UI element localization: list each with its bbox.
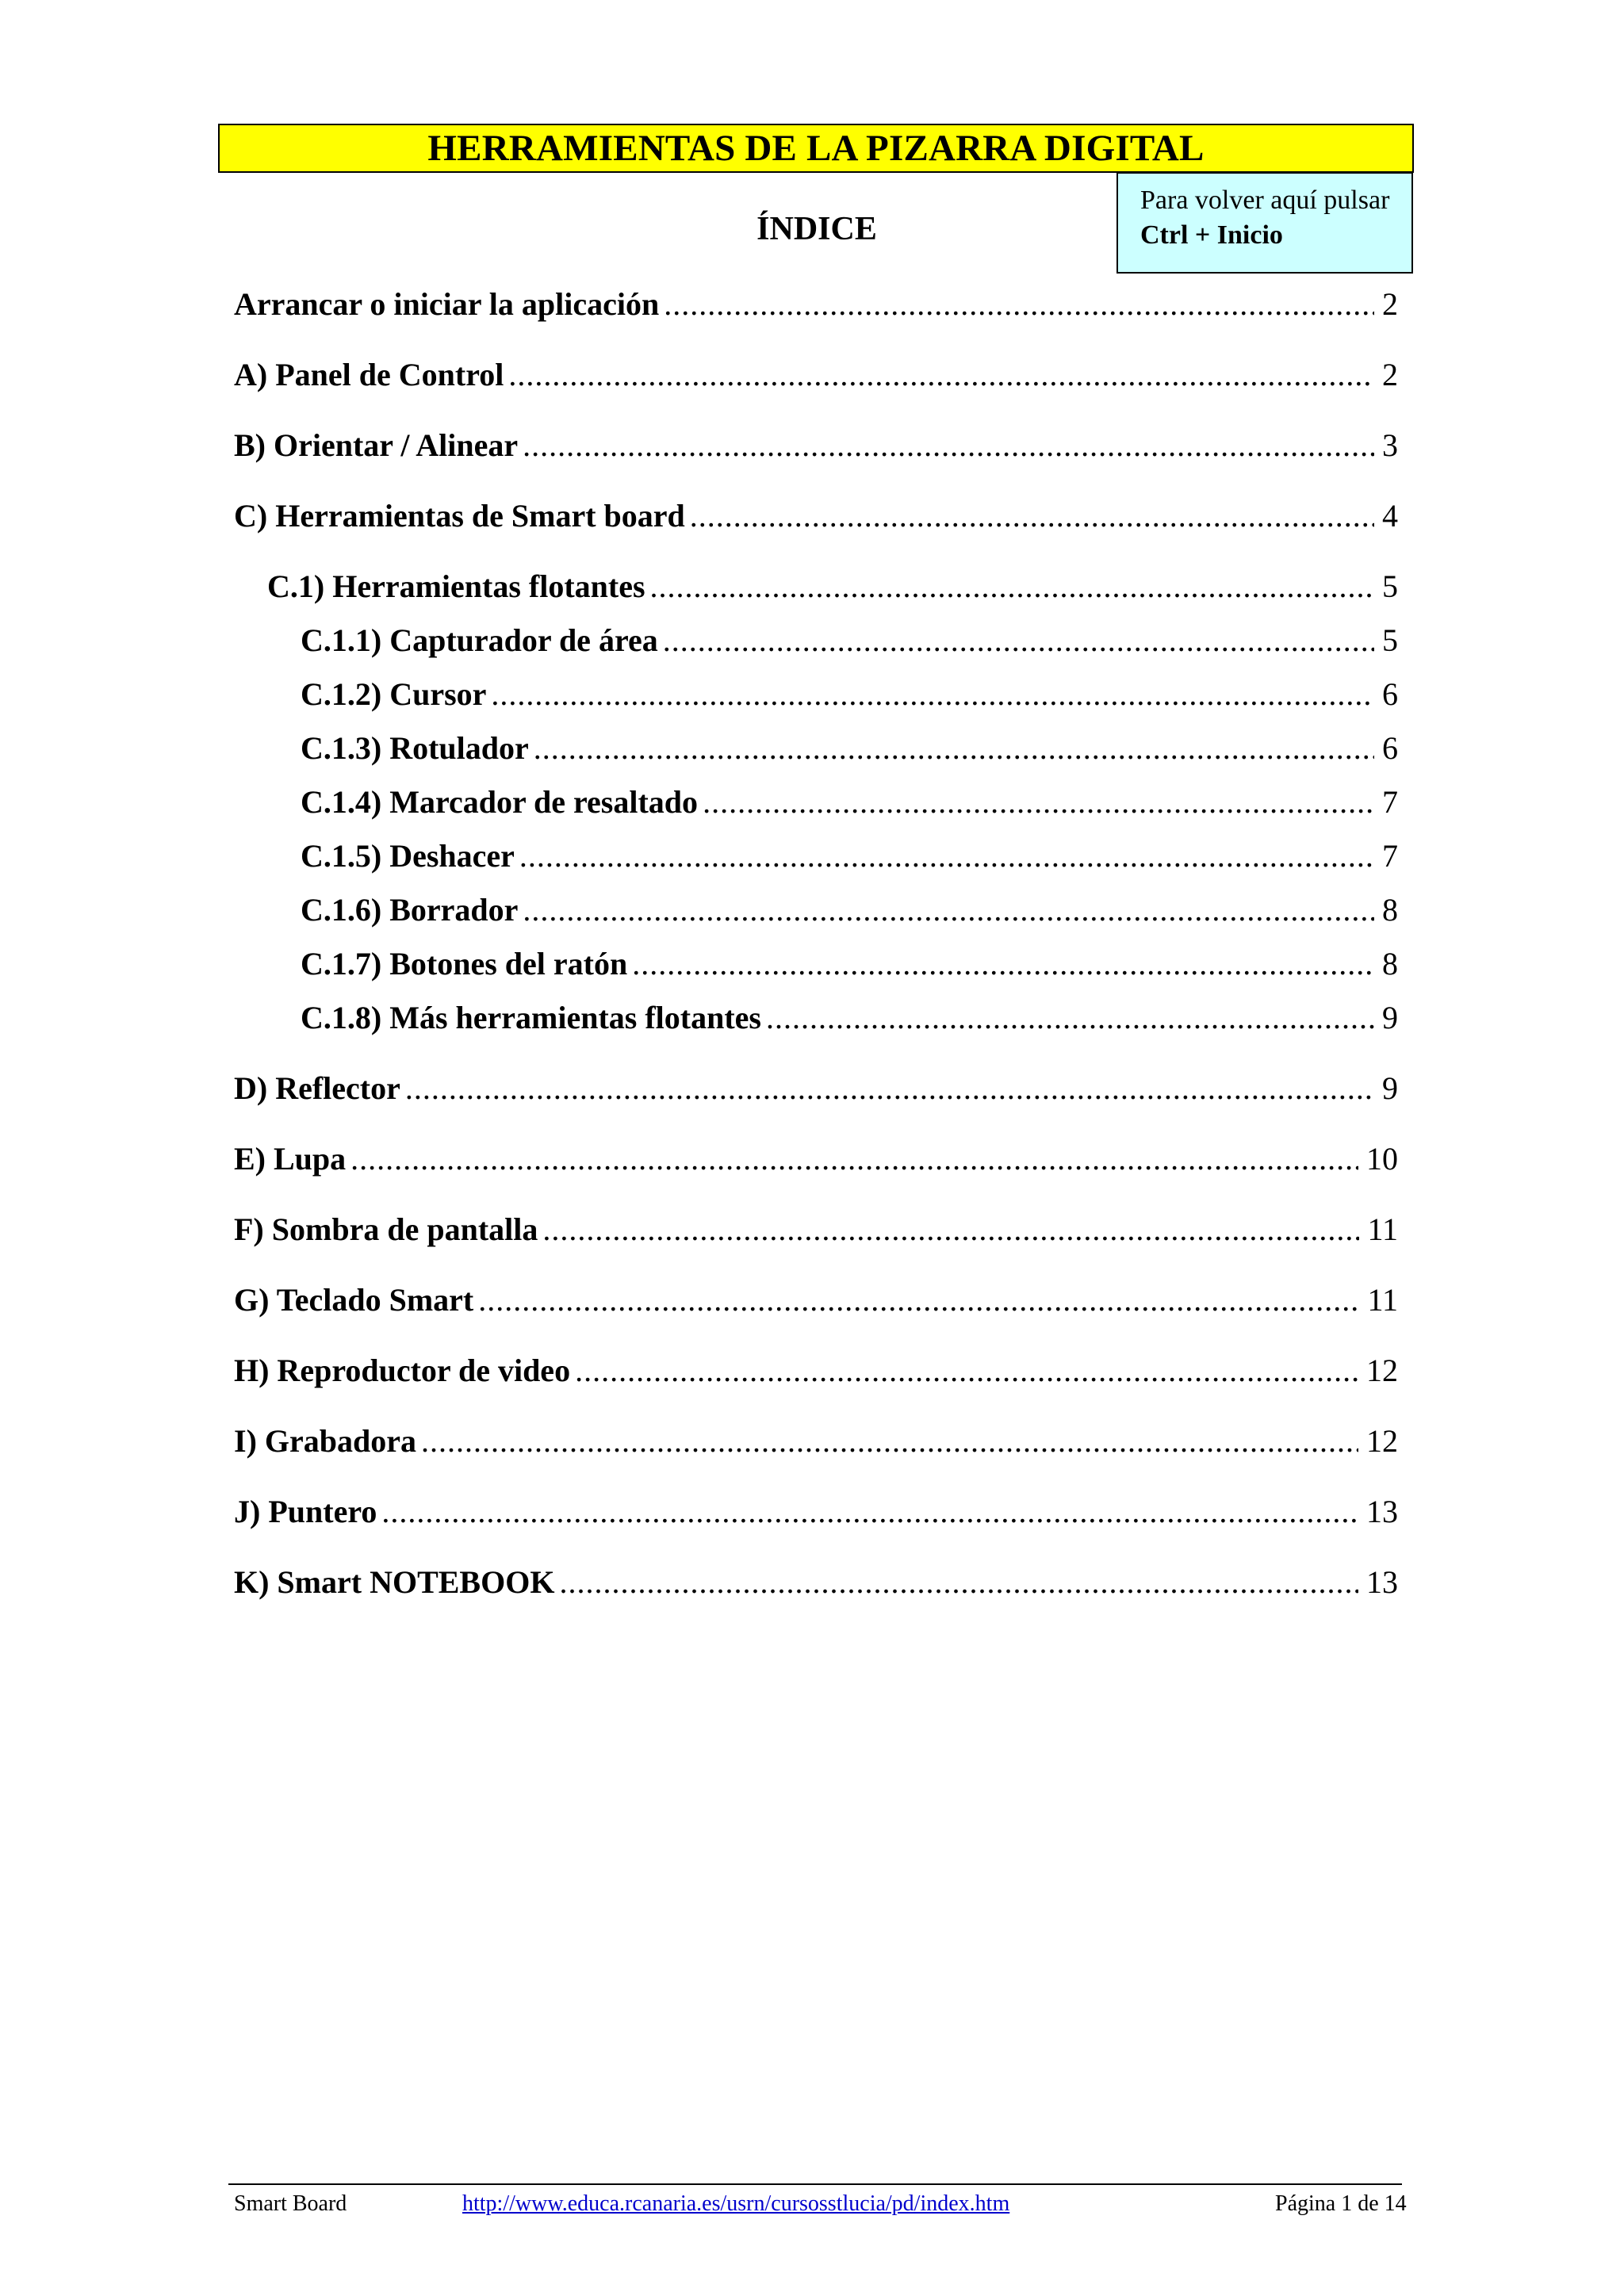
toc-entry-label: C.1.3) Rotulador [301,730,529,766]
toc-entry-label: Arrancar o iniciar la aplicación [234,286,660,322]
footer-divider [228,2183,1402,2185]
toc-dot-leader [534,729,1374,767]
toc-entry-page: 12 [1366,1353,1398,1388]
toc-dot-leader [559,1563,1358,1601]
toc-entry-label: C.1.4) Marcador de resaltado [301,784,699,820]
toc-entry-page: 9 [1382,1000,1398,1035]
toc-dot-leader [519,837,1374,874]
toc-entry-page: 4 [1382,498,1398,534]
toc-entry-label: F) Sombra de pantalla [234,1211,538,1247]
toc-dot-leader [664,285,1374,323]
toc-entry-page: 11 [1367,1211,1398,1247]
toc-dot-leader [350,1140,1358,1177]
toc-entry[interactable] [234,1070,1398,1114]
toc-entry-label: G) Teclado Smart [234,1282,474,1318]
toc-entry-page: 3 [1382,427,1398,463]
toc-dot-leader [766,999,1374,1036]
toc-entry-page: 13 [1366,1494,1398,1529]
toc-entry[interactable] [301,675,1398,720]
footer-page-number: Página 1 de 14 [1275,2191,1407,2216]
toc-entry-page: 2 [1382,286,1398,322]
toc-dot-leader [421,1422,1358,1460]
toc-entry[interactable] [234,285,1398,330]
toc-entry[interactable] [234,356,1398,400]
toc-entry-label: C.1) Herramientas flotantes [267,568,645,604]
toc-dot-leader [508,356,1374,393]
toc-entry[interactable] [301,783,1398,828]
toc-entry-label: B) Orientar / Alinear [234,427,519,463]
toc-entry-label: J) Puntero [234,1494,377,1529]
toc-entry-page: 6 [1382,730,1398,766]
toc-entry-page: 13 [1366,1564,1398,1600]
document-title-box [218,124,1414,173]
toc-entry-label: C.1.5) Deshacer [301,838,515,874]
toc-entry[interactable] [301,945,1398,989]
toc-dot-leader [650,568,1374,605]
toc-dot-leader [690,497,1374,534]
toc-entry[interactable] [234,1211,1398,1255]
toc-entry-page: 9 [1382,1070,1398,1106]
toc-entry[interactable] [234,427,1398,471]
toc-entry-page: 5 [1382,622,1398,658]
toc-dot-leader [663,622,1374,659]
toc-dot-leader [405,1070,1374,1107]
toc-entry[interactable] [234,1352,1398,1396]
toc-dot-leader [575,1352,1358,1389]
toc-dot-leader [632,945,1374,982]
toc-entry[interactable] [301,622,1398,666]
navigation-note [1116,172,1413,274]
toc-dot-leader [381,1493,1358,1530]
index-heading: ÍNDICE [756,211,877,247]
toc-dot-leader [491,675,1374,713]
toc-entry-label: A) Panel de Control [234,357,504,392]
toc-entry-label: C.1.7) Botones del ratón [301,946,628,982]
note-line-1: Para volver aquí pulsar [1140,186,1390,215]
toc-entry-page: 12 [1366,1423,1398,1459]
toc-dot-leader [542,1211,1359,1248]
toc-entry-page: 5 [1382,568,1398,604]
toc-entry-label: C.1.6) Borrador [301,892,519,928]
toc-entry-page: 11 [1367,1282,1398,1318]
toc-entry[interactable] [234,1563,1398,1608]
toc-entry-label: E) Lupa [234,1141,347,1177]
toc-entry-label: D) Reflector [234,1070,400,1106]
footer-link[interactable]: http://www.educa.rcanaria.es/usrn/cursosstlucia/pd/index.htm [462,2191,1010,2216]
toc-entry-page: 2 [1382,357,1398,392]
toc-entry[interactable] [301,891,1398,936]
toc-entry[interactable] [301,837,1398,882]
toc-entry[interactable] [234,1281,1398,1326]
toc-entry[interactable] [234,497,1398,541]
toc-entry-label: C) Herramientas de Smart board [234,498,685,534]
toc-entry-label: K) Smart NOTEBOOK [234,1564,555,1600]
note-line-2: Ctrl + Inicio [1140,220,1283,250]
toc-entry-page: 7 [1382,784,1398,820]
toc-entry-label: C.1.1) Capturador de área [301,622,658,658]
toc-entry-page: 8 [1382,946,1398,982]
toc-dot-leader [703,783,1374,821]
toc-entry-label: I) Grabadora [234,1423,416,1459]
toc-entry-page: 6 [1382,676,1398,712]
toc-entry-page: 8 [1382,892,1398,928]
document-title: HERRAMIENTAS DE LA PIZARRA DIGITAL [427,128,1205,169]
toc-entry-label: C.1.8) Más herramientas flotantes [301,1000,761,1035]
toc-entry[interactable] [234,1140,1398,1184]
footer-left-text: Smart Board [234,2191,347,2216]
toc-dot-leader [478,1281,1359,1318]
toc-entry-page: 10 [1366,1141,1398,1177]
toc-entry[interactable] [267,568,1398,612]
toc-dot-leader [523,427,1374,464]
toc-entry[interactable] [301,999,1398,1043]
toc-dot-leader [523,891,1374,928]
toc-entry-label: C.1.2) Cursor [301,676,487,712]
toc-entry-page: 7 [1382,838,1398,874]
toc-entry-label: H) Reproductor de video [234,1353,571,1388]
toc-entry[interactable] [234,1422,1398,1467]
toc-entry[interactable] [301,729,1398,774]
toc-entry[interactable] [234,1493,1398,1537]
